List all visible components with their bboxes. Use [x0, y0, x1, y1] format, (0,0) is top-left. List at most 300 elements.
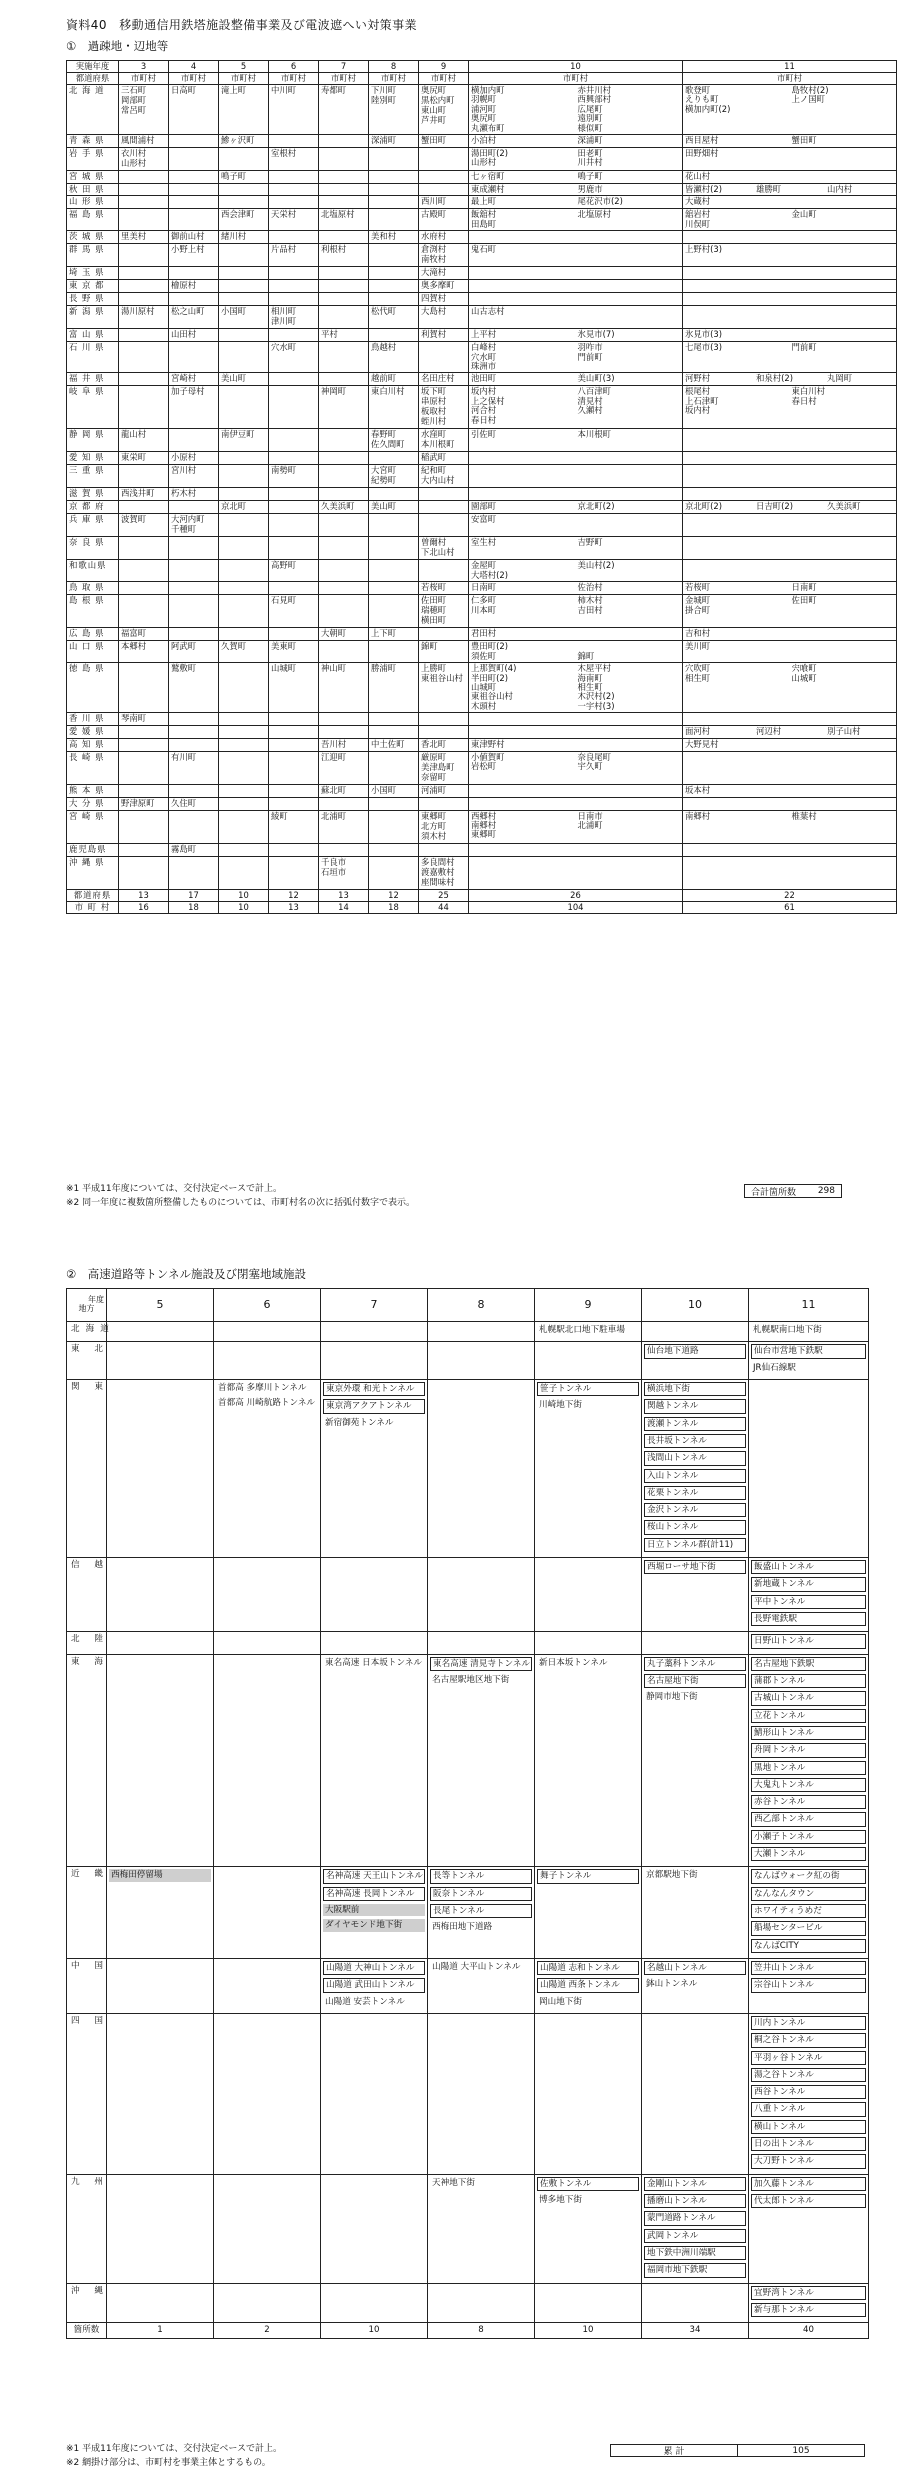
facility-cell [321, 1632, 428, 1654]
municipality-name: 御前山村 [171, 231, 205, 242]
municipality-cell [219, 135, 269, 148]
municipality-cell [469, 713, 683, 726]
municipality-cell [369, 560, 419, 582]
municipality-name: 上平村 [471, 329, 497, 340]
municipality-line [685, 245, 894, 254]
municipality-name: 奥尻町 [421, 85, 447, 95]
municipality-name: 園部町 [471, 501, 497, 512]
footer-value: 14 [319, 901, 369, 913]
footer-value: 17 [169, 889, 219, 901]
municipality-cell [119, 244, 169, 267]
facility-cell [749, 1558, 869, 1632]
municipality-name: 琴南町 [121, 713, 147, 724]
facility-cell [107, 1654, 214, 1867]
municipality-name: 紀和町 [421, 465, 447, 476]
municipality-cell [219, 209, 269, 231]
table-row [67, 628, 897, 641]
municipality-cell [119, 342, 169, 373]
municipality-cell [683, 797, 897, 810]
municipality-name: 四賀村 [421, 293, 447, 304]
municipality-cell [269, 784, 319, 797]
municipality-name: 鬼石町 [471, 244, 497, 255]
municipality-cell [169, 843, 219, 856]
municipality-name: 西会津町 [221, 209, 255, 220]
total-value: 298 [817, 1186, 835, 1196]
facility-name: 長等トンネル [430, 1869, 532, 1883]
municipality-name [792, 105, 895, 114]
municipality-name: 門前町 [791, 342, 817, 353]
municipality-cell [469, 244, 683, 267]
prefecture-label: 島 根 県 [67, 595, 119, 628]
municipality-cell [369, 514, 419, 537]
facility-name: なんばCITY [751, 1939, 866, 1953]
municipality-cell [269, 342, 319, 373]
facility-cell [535, 2283, 642, 2323]
municipality-cell [683, 244, 897, 267]
municipality-cell [319, 582, 369, 595]
municipality-line [471, 692, 680, 701]
municipality-name: 小原村 [171, 452, 197, 463]
municipality-name: 安富町 [471, 514, 497, 525]
municipality-cell [369, 641, 419, 663]
municipality-name: 神山町 [321, 663, 347, 674]
prefecture-label: 広 島 県 [67, 628, 119, 641]
municipality-name: 黒松内町 [421, 95, 455, 105]
municipality-name: 久賀町 [221, 641, 247, 652]
prefecture-label: 滋 賀 県 [67, 488, 119, 501]
total-value: 105 [737, 2445, 864, 2456]
municipality-name: 三石町 [121, 85, 147, 95]
municipality-cell [469, 342, 683, 373]
municipality-cell [469, 148, 683, 171]
municipality-cell [469, 784, 683, 797]
municipality-name: 綾町 [271, 810, 288, 821]
municipality-name: 春日村 [791, 395, 817, 406]
municipality-cell [469, 501, 683, 514]
facility-cell [642, 1654, 749, 1867]
municipality-cell [469, 843, 683, 856]
municipality-name [578, 307, 681, 316]
municipality-cell [119, 209, 169, 231]
table-row [67, 148, 897, 171]
facility-cell [107, 2283, 214, 2323]
municipality-name: 美山町(3) [577, 373, 615, 384]
table-header-row [67, 1289, 869, 1322]
municipality-cell [219, 663, 269, 713]
municipality-cell [419, 784, 469, 797]
municipality-cell [269, 663, 319, 713]
municipality-cell [119, 329, 169, 342]
municipality-name: 霧島町 [171, 843, 197, 854]
municipality-cell [219, 751, 269, 784]
header-year: 8 [428, 1289, 535, 1322]
municipality-name: 上之保村 [471, 395, 505, 406]
municipality-name: 石垣市 [321, 866, 347, 877]
facility-cell [535, 2013, 642, 2174]
municipality-name: 大野見村 [685, 738, 719, 749]
facility-name: 東京湾アクアトンネル [323, 1399, 425, 1413]
municipality-cell [469, 663, 683, 713]
facility-cell [428, 1958, 535, 2013]
facility-cell [642, 1379, 749, 1557]
municipality-cell [269, 244, 319, 267]
footer-label: 都道府県 [67, 889, 119, 901]
table-row [67, 751, 897, 784]
total-label: 累 計 [663, 2447, 685, 2457]
municipality-cell [369, 280, 419, 293]
municipality-cell [219, 148, 269, 171]
municipality-cell [119, 452, 169, 465]
municipality-name: 蘇北町 [321, 784, 347, 795]
municipality-line [685, 397, 894, 406]
table-row [67, 595, 897, 628]
facility-name: 新日本坂トンネル [539, 1657, 608, 1668]
table-row [67, 171, 897, 184]
municipality-line [685, 105, 894, 114]
table-row [67, 135, 897, 148]
municipality-line [471, 812, 680, 821]
municipality-cell [319, 641, 369, 663]
municipality-name: 南伊豆町 [221, 429, 255, 440]
municipality-name: 利根村 [321, 244, 347, 255]
municipality-line [471, 86, 680, 95]
prefecture-label: 静 岡 県 [67, 429, 119, 452]
facility-name: 首都高 多摩川トンネル [218, 1382, 307, 1393]
municipality-cell [219, 244, 269, 267]
unit-cell: 市町村 [319, 73, 369, 85]
facility-cell [428, 2283, 535, 2323]
table-row [67, 738, 897, 751]
municipality-cell [469, 465, 683, 488]
municipality-cell [319, 293, 369, 306]
facility-cell [214, 1867, 321, 1959]
municipality-name: 清見村 [577, 395, 603, 406]
facility-cell [535, 1632, 642, 1654]
facility-name: 名古屋地下街 [644, 1674, 746, 1688]
facility-cell [428, 1867, 535, 1959]
facility-cell [428, 2013, 535, 2174]
municipality-name [792, 606, 895, 615]
municipality-name: 香北町 [421, 738, 447, 749]
municipality-cell [683, 514, 897, 537]
municipality-name [792, 629, 895, 638]
municipality-cell [419, 501, 469, 514]
municipality-cell [469, 797, 683, 810]
facility-name: 桐之谷トンネル [751, 2033, 866, 2047]
municipality-cell [169, 196, 219, 209]
municipality-line [471, 149, 680, 158]
municipality-cell [319, 751, 369, 784]
municipality-line [471, 343, 680, 352]
municipality-cell [219, 373, 269, 386]
facility-cell [321, 1654, 428, 1867]
facility-cell [535, 1867, 642, 1959]
header-year: 4 [169, 61, 219, 73]
municipality-name: 須佐町 [471, 650, 497, 661]
municipality-cell [469, 726, 683, 738]
facility-cell [107, 1558, 214, 1632]
facility-name: 札幌駅北口地下駐車場 [539, 1325, 625, 1335]
municipality-cell [119, 784, 169, 797]
municipality-line [471, 158, 680, 167]
municipality-cell [469, 293, 683, 306]
municipality-name: 池田町 [471, 373, 497, 384]
municipality-cell [169, 373, 219, 386]
municipality-cell [169, 582, 219, 595]
municipality-cell [219, 560, 269, 582]
municipality-name: 朽木村 [171, 488, 197, 499]
facility-name: なんばウォーク紅の街 [751, 1869, 866, 1883]
municipality-name: 珠洲市 [471, 361, 497, 372]
municipality-name: 京北町(2) [577, 501, 615, 512]
header-year: 3 [119, 61, 169, 73]
municipality-name: 上石津町 [685, 395, 719, 406]
municipality-cell [269, 537, 319, 560]
footer-value: 25 [419, 889, 469, 901]
municipality-line [685, 740, 894, 749]
municipality-name: 宍喰町 [791, 663, 817, 674]
municipality-cell [169, 267, 219, 280]
municipality-cell [219, 537, 269, 560]
municipality-line [685, 406, 894, 415]
municipality-cell [269, 280, 319, 293]
facility-cell [107, 1379, 214, 1557]
municipality-cell [269, 501, 319, 514]
document-title: 資料40 移動通信用鉄塔施設整備事業及び電波遮へい対策事業 [66, 18, 417, 32]
municipality-name [578, 571, 681, 580]
municipality-cell [219, 171, 269, 184]
table-row [67, 784, 897, 797]
municipality-cell [419, 306, 469, 329]
municipality-line [471, 596, 680, 605]
municipality-cell [319, 843, 369, 856]
municipality-name: 美山町 [371, 501, 397, 512]
municipality-cell [319, 537, 369, 560]
municipality-cell [219, 726, 269, 738]
facility-cell [642, 1322, 749, 1342]
table-row [67, 2174, 869, 2283]
municipality-cell [319, 329, 369, 342]
municipality-name: 南郷村 [471, 819, 497, 830]
municipality-cell [369, 797, 419, 810]
municipality-cell [683, 537, 897, 560]
municipality-name: 川井村 [577, 157, 603, 168]
municipality-cell [169, 452, 219, 465]
municipality-name: 山古志村 [471, 306, 505, 317]
municipality-cell [369, 452, 419, 465]
municipality-cell [119, 373, 169, 386]
footer-value: 13 [319, 889, 369, 901]
municipality-cell [419, 663, 469, 713]
prefecture-label: 沖 縄 県 [67, 856, 119, 889]
municipality-cell [319, 784, 369, 797]
header-year-label: 実施年度 [67, 61, 119, 73]
municipality-cell [419, 582, 469, 595]
municipality-cell [219, 856, 269, 889]
municipality-cell [469, 514, 683, 537]
municipality-line [685, 629, 894, 638]
facility-cell [321, 2174, 428, 2283]
municipality-cell [683, 171, 897, 184]
municipality-name: 鳴子町 [221, 171, 247, 182]
facility-name: 日野山トンネル [751, 1634, 866, 1648]
prefecture-label: 埼 玉 県 [67, 267, 119, 280]
municipality-name: 木沢村(2) [577, 691, 615, 702]
facility-name: 大瀬トンネル [751, 1847, 866, 1861]
table-row [67, 1379, 869, 1557]
table-row [67, 1632, 869, 1654]
table-row [67, 452, 897, 465]
facility-name: 播磨山トンネル [644, 2194, 746, 2208]
municipality-cell [683, 267, 897, 280]
municipality-cell [319, 135, 369, 148]
municipality-name: 蟹田町 [791, 135, 817, 146]
facility-name: 大刀野トンネル [751, 2154, 866, 2168]
table-row [67, 373, 897, 386]
municipality-name: 美山村(2) [577, 560, 615, 571]
municipality-cell [469, 85, 683, 135]
municipality-cell [683, 342, 897, 373]
municipality-cell [219, 85, 269, 135]
municipality-name: 北塩原村 [577, 209, 611, 220]
municipality-cell [469, 560, 683, 582]
footer-value: 18 [369, 901, 419, 913]
municipality-cell [169, 751, 219, 784]
facility-name: 浅間山トンネル [644, 1451, 746, 1465]
municipality-name: 厳原町 [421, 751, 447, 762]
facility-name: 札幌駅南口地下街 [753, 1325, 822, 1335]
municipality-name: 横加内町 [471, 85, 505, 95]
municipality-name: 大塔村(2) [471, 569, 508, 580]
municipality-cell [269, 713, 319, 726]
municipality-line [471, 353, 680, 362]
municipality-cell [683, 641, 897, 663]
municipality-cell [319, 810, 369, 843]
municipality-cell [219, 628, 269, 641]
municipality-cell [219, 514, 269, 537]
municipality-name: 多良間村 [421, 856, 455, 867]
municipality-name: 奥尻町 [471, 113, 497, 124]
municipality-cell [683, 595, 897, 628]
table-row [67, 856, 897, 889]
municipality-cell [169, 280, 219, 293]
municipality-name: 本川根町 [577, 429, 611, 440]
municipality-cell [169, 595, 219, 628]
municipality-cell [469, 209, 683, 231]
municipality-name: 小国町 [221, 306, 247, 317]
table-row [67, 560, 897, 582]
municipality-name: 吉田村 [577, 604, 603, 615]
municipality-cell [319, 465, 369, 488]
municipality-cell [169, 514, 219, 537]
municipality-line [685, 642, 894, 651]
prefecture-label: 長 崎 県 [67, 751, 119, 784]
municipality-line [471, 642, 680, 651]
municipality-cell [269, 209, 319, 231]
municipality-name: 大内山村 [421, 475, 455, 486]
facility-name: 佐敷トンネル [537, 2177, 639, 2191]
municipality-cell [369, 244, 419, 267]
municipality-line [471, 307, 680, 316]
municipality-cell [469, 595, 683, 628]
municipality-cell [119, 280, 169, 293]
region-label: 北 陸 [67, 1632, 107, 1654]
facility-cell [642, 1558, 749, 1632]
municipality-name: 別子山村 [827, 726, 861, 737]
municipality-line [471, 185, 680, 194]
municipality-line [471, 606, 680, 615]
prefecture-label: 北 海 道 [67, 85, 119, 135]
municipality-cell [469, 386, 683, 429]
municipality-name: 龍山村 [121, 429, 147, 440]
municipality-name: 山城町 [791, 672, 817, 683]
total-label: 合計箇所数 [751, 1187, 797, 1198]
municipality-line [685, 330, 894, 339]
prefecture-label: 愛 媛 県 [67, 726, 119, 738]
section2-notes [66, 2443, 282, 2470]
prefecture-label: 長 野 県 [67, 293, 119, 306]
municipality-name: 半田町(2) [471, 672, 508, 683]
municipality-line [685, 343, 894, 352]
municipality-name [792, 220, 895, 229]
municipality-name: 穴水町 [471, 351, 497, 362]
facility-name: 船場センタービル [751, 1921, 866, 1935]
municipality-cell [369, 267, 419, 280]
municipality-name: 日南町 [791, 582, 817, 593]
municipality-cell [169, 171, 219, 184]
municipality-cell [219, 293, 269, 306]
municipality-cell [119, 293, 169, 306]
facility-name: 西梅田停留場 [109, 1869, 211, 1881]
municipality-name: 湯田町(2) [471, 148, 508, 159]
municipality-name: 須木村 [421, 830, 447, 841]
facility-name: 平中トンネル [751, 1595, 866, 1609]
facility-cell [214, 1654, 321, 1867]
municipality-line [471, 172, 680, 181]
table-row [67, 386, 897, 429]
header-year: 6 [269, 61, 319, 73]
municipality-cell [469, 751, 683, 784]
unit-cell: 市町村 [369, 73, 419, 85]
municipality-cell [369, 663, 419, 713]
facility-cell [107, 2174, 214, 2283]
municipality-cell [269, 231, 319, 244]
municipality-cell [319, 452, 369, 465]
municipality-cell [219, 582, 269, 595]
prefecture-label: 熊 本 県 [67, 784, 119, 797]
municipality-name: 坂内村 [685, 405, 711, 416]
municipality-line [685, 185, 894, 194]
facility-name: ホワイティうめだ [751, 1904, 866, 1918]
municipality-cell [369, 713, 419, 726]
municipality-line [685, 149, 894, 158]
prefecture-label: 鳥 取 県 [67, 582, 119, 595]
municipality-line [471, 753, 680, 762]
municipality-cell [269, 293, 319, 306]
municipality-name: 室根村 [271, 148, 297, 159]
prefecture-label: 香 川 県 [67, 713, 119, 726]
facility-name: 川崎地下街 [539, 1400, 582, 1411]
municipality-name: 坂内村 [471, 386, 497, 397]
municipality-line [685, 210, 894, 219]
municipality-cell [319, 429, 369, 452]
municipality-name: 神岡町 [321, 386, 347, 397]
municipality-line [471, 136, 680, 145]
header-year: 8 [369, 61, 419, 73]
municipality-cell [369, 501, 419, 514]
municipality-name [578, 362, 681, 371]
facility-cell [749, 2013, 869, 2174]
